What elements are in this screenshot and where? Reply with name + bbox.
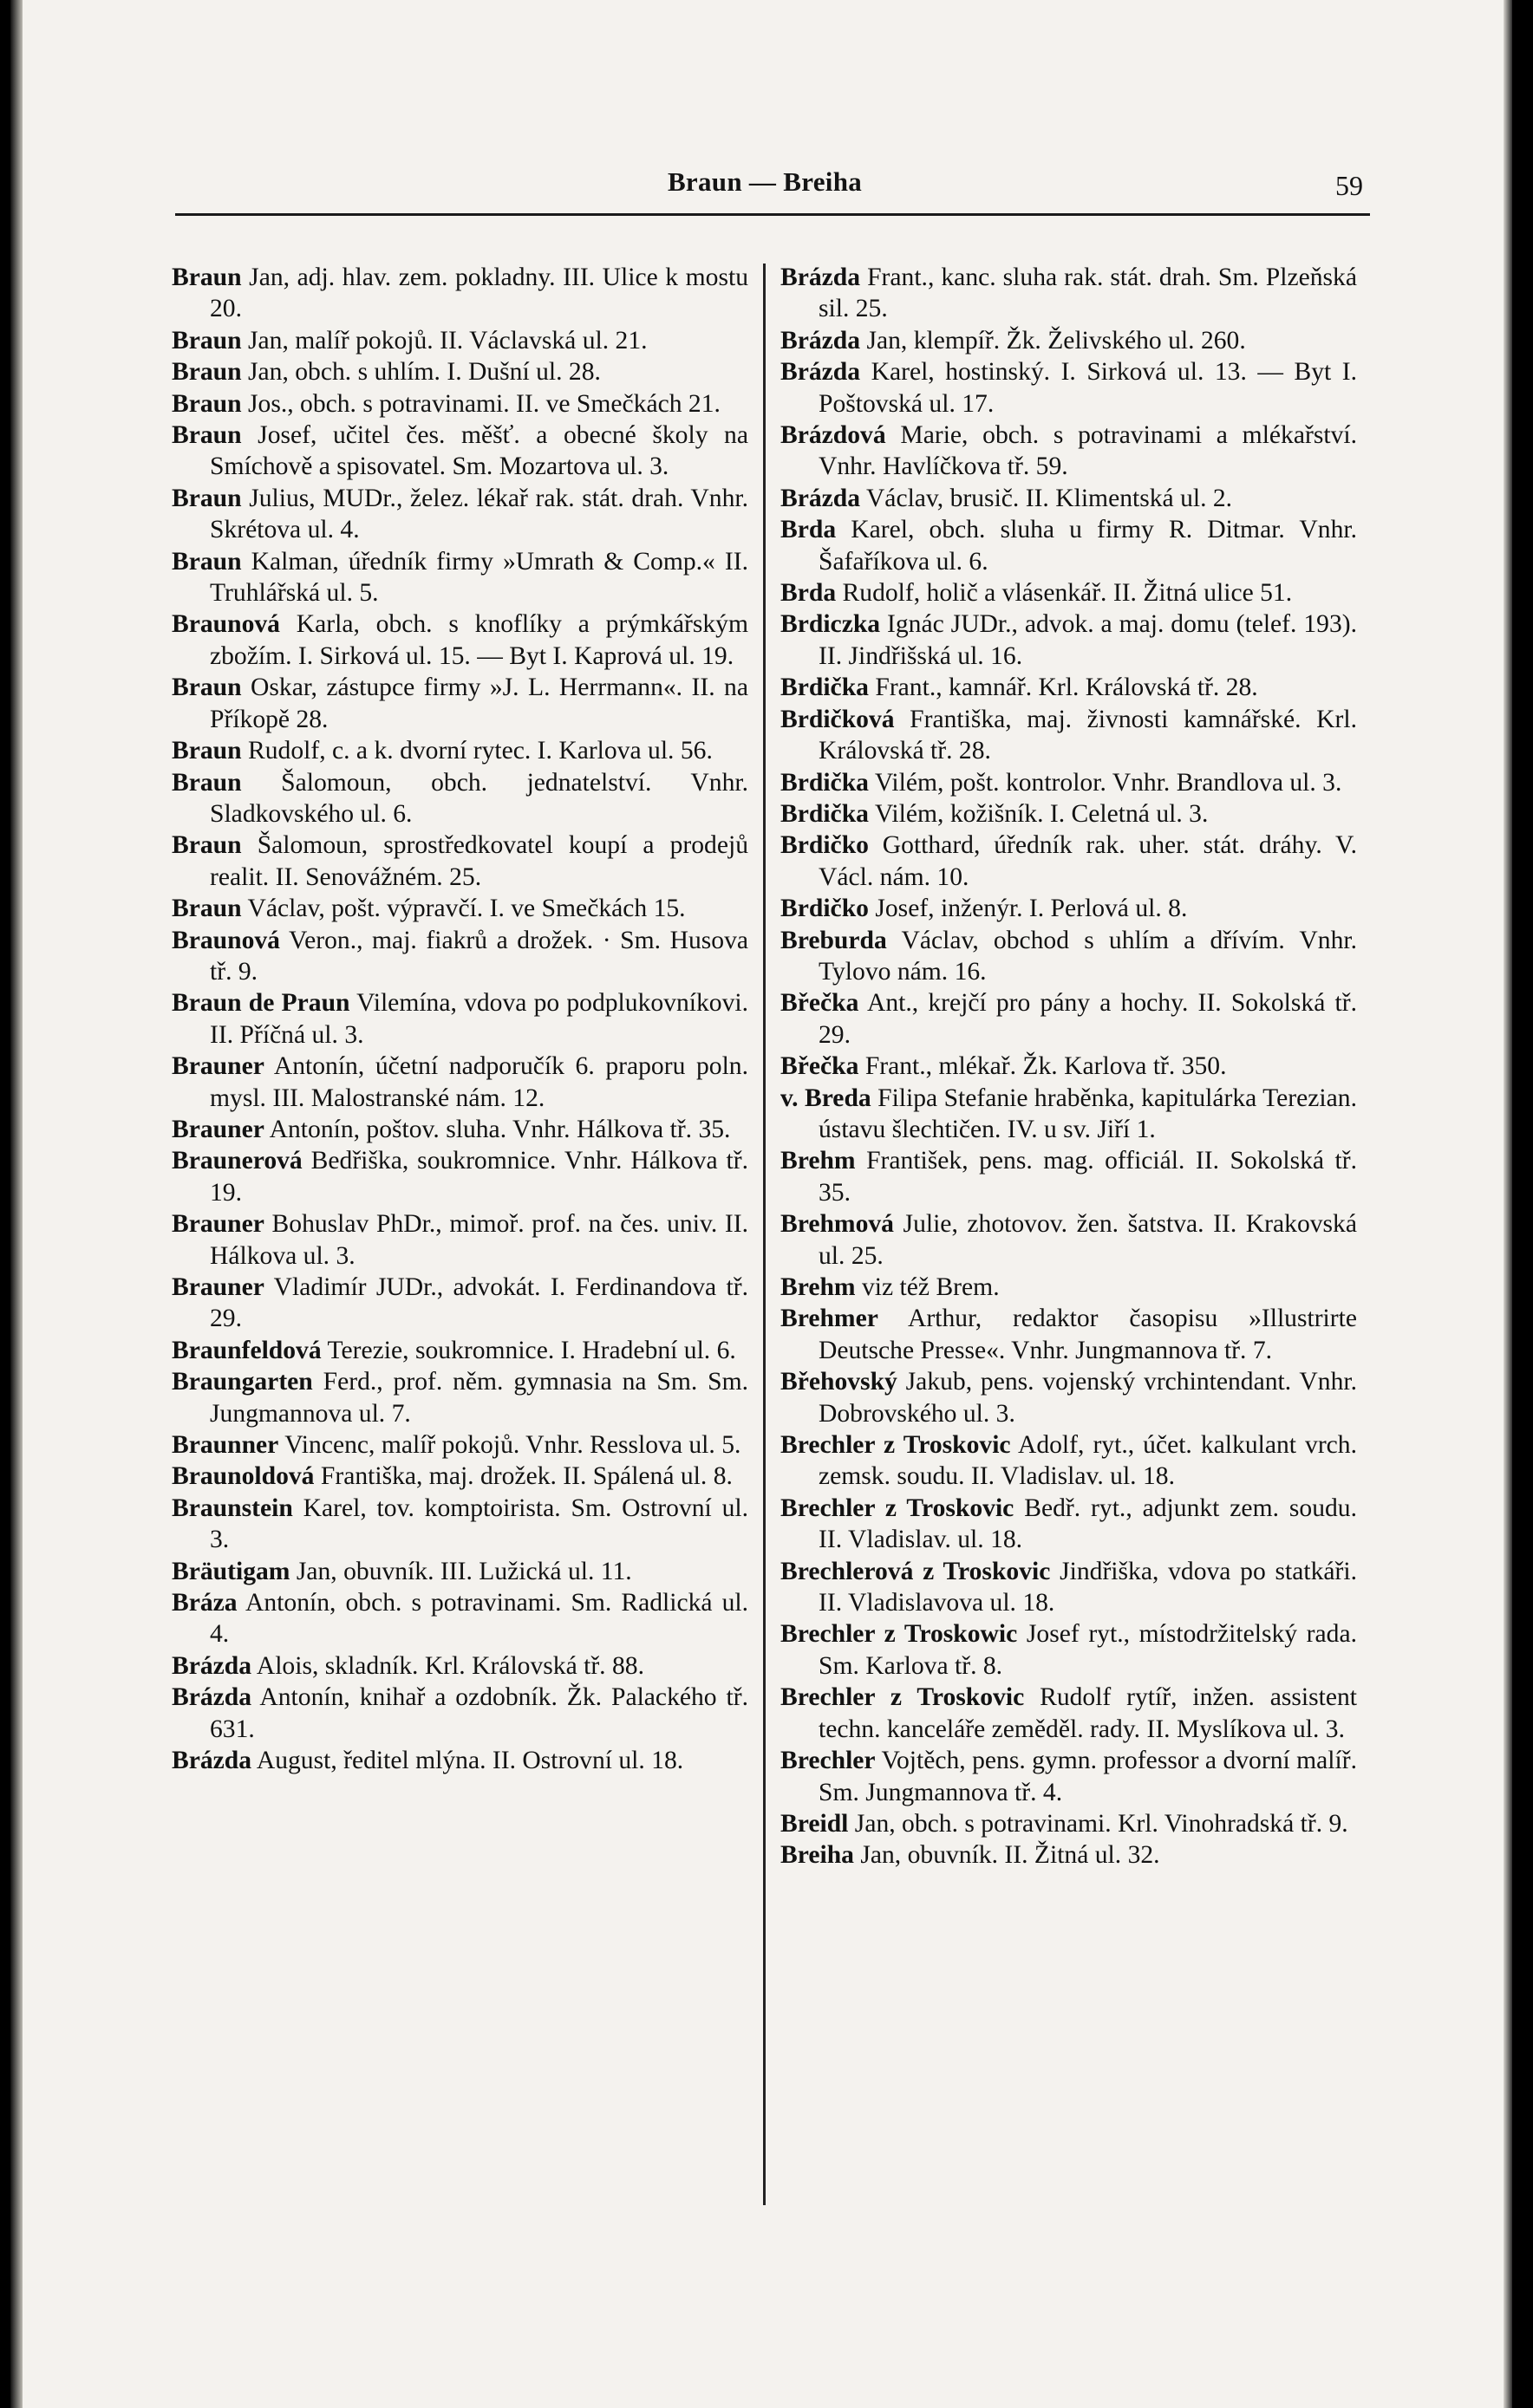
- page-header: [166, 163, 1363, 212]
- entry-details: August, ředitel mlýna. II. Ostrovní ul. 18.: [256, 1747, 684, 1775]
- entry-details: Jan, obuvník. II. Žitná ul. 32.: [860, 1841, 1160, 1870]
- entry-surname: Braun: [172, 358, 242, 387]
- entry-surname: Braun: [172, 737, 242, 765]
- entry-surname: Braunová: [172, 926, 280, 954]
- entry-details: Jan, klempíř. Žk. Želivského ul. 260.: [866, 326, 1246, 355]
- entry-details: Šalomoun, sprostředkovatel koupí a prodejů realit. II. Senovážném. 25.: [210, 831, 748, 891]
- entry-details: Filipa Stefanie hraběnka, kapitulárka Terezian. ústavu šlechtičen. IV. u sv. Jiří 1.: [819, 1084, 1357, 1143]
- entry-surname: Břehovský: [780, 1368, 897, 1396]
- directory-entry: [172, 483, 748, 546]
- directory-entry: [780, 1208, 1357, 1272]
- entry-surname: Bräutigam: [172, 1557, 290, 1585]
- entry-details: Rudolf, c. a k. dvorní rytec. I. Karlova ul. 56.: [248, 737, 713, 765]
- directory-entry: [780, 704, 1357, 767]
- entry-surname: Braun: [172, 389, 242, 418]
- entry-surname: Braun: [172, 484, 242, 512]
- directory-entry: [780, 987, 1357, 1051]
- entry-details: Jan, obuvník. III. Lužická ul. 11.: [296, 1557, 632, 1585]
- directory-entry: [780, 1808, 1357, 1839]
- entry-surname: Brehmer: [780, 1305, 878, 1333]
- directory-entry: [780, 1493, 1357, 1556]
- entry-surname: Brdička: [780, 674, 869, 702]
- entry-surname: Brda: [780, 516, 837, 544]
- directory-entry: [780, 1556, 1357, 1619]
- entry-surname: Brehmová: [780, 1210, 894, 1239]
- entry-details: Vilém, pošt. kontrolor. Vnhr. Brandlova ul. 3.: [874, 768, 1342, 797]
- directory-entry: [780, 893, 1357, 924]
- entry-details: Vladimír JUDr., advokát. I. Ferdinandova tř. 29.: [210, 1273, 748, 1333]
- entry-details: Antonín, knihař a ozdobník. Žk. Palackého tř. 631.: [210, 1683, 749, 1743]
- entry-details: Jan, obch. s potravinami. Krl. Vinohradská tř. 9.: [854, 1809, 1348, 1838]
- entry-surname: Braunoldová: [172, 1462, 315, 1491]
- entry-details: Arthur, redaktor časopisu »Illustrirte Deutsche Presse«. Vnhr. Jungmannova tř. 7.: [819, 1305, 1357, 1364]
- entry-surname: Brdička: [780, 768, 869, 797]
- directory-entry: [172, 1429, 748, 1461]
- directory-page: [10, 0, 1512, 2408]
- entry-surname: Braun: [172, 831, 242, 860]
- directory-entry: [172, 1493, 748, 1556]
- entry-details: Frant., mlékař. Žk. Karlova tř. 350.: [864, 1052, 1227, 1081]
- header-rule: [175, 213, 1370, 216]
- directory-entry: [780, 1051, 1357, 1082]
- directory-entry: [780, 609, 1357, 672]
- directory-entry: [172, 1272, 748, 1335]
- directory-entry: [780, 483, 1357, 514]
- entry-surname: Breiha: [780, 1841, 854, 1870]
- entry-details: Terezie, soukromnice. I. Hradební ul. 6.: [327, 1336, 736, 1364]
- entry-surname: Brázda: [780, 484, 861, 512]
- entry-surname: Braun: [172, 674, 242, 702]
- entry-details: Jan, malíř pokojů. II. Václavská ul. 21.: [248, 326, 648, 355]
- entry-details: Josef ryt., místodržitelský rada. Sm. Karlova tř. 8.: [819, 1620, 1357, 1680]
- directory-entry: [172, 1145, 748, 1208]
- entry-details: Bedřiška, soukromnice. Vnhr. Hálkova tř. 19.: [210, 1147, 748, 1207]
- directory-entry: [172, 1208, 748, 1272]
- entry-details: Karla, obch. s knoflíky a prýmkářským zbožím. I. Sirková ul. 15. — Byt I. Kaprová ul. 19.: [210, 610, 748, 670]
- directory-entry: [172, 1461, 748, 1492]
- directory-entry: [780, 325, 1357, 356]
- entry-surname: Braun: [172, 895, 242, 923]
- entry-details: Ant., krejčí pro pány a hochy. II. Sokolská tř. 29.: [819, 989, 1357, 1049]
- entry-surname: Brechler: [780, 1747, 876, 1775]
- entry-details: Vilém, kožišník. I. Celetná ul. 3.: [874, 799, 1209, 828]
- page-edge-shadow-right: [1504, 0, 1512, 2408]
- directory-entry: [172, 325, 748, 356]
- entry-surname: Braunerová: [172, 1147, 303, 1175]
- page-number: 59: [1335, 170, 1363, 201]
- directory-entry: [780, 1429, 1357, 1493]
- entry-surname: Braungarten: [172, 1368, 313, 1396]
- entry-surname: Brdičková: [780, 705, 895, 733]
- entry-details: Julius, MUDr., želez. lékař rak. stát. drah. Vnhr. Skrétova ul. 4.: [210, 484, 748, 544]
- entry-details: Karel, tov. komptoirista. Sm. Ostrovní ul. 3.: [210, 1494, 748, 1554]
- directory-entry: [172, 420, 748, 483]
- directory-entry: [780, 925, 1357, 988]
- directory-entry: [172, 1650, 748, 1682]
- directory-entry: [172, 893, 748, 924]
- directory-entry: [172, 1556, 748, 1587]
- running-head: Braun — Breiha: [667, 166, 863, 197]
- left-column: [172, 262, 748, 1777]
- directory-entry: [780, 514, 1357, 577]
- directory-entry: [780, 1303, 1357, 1366]
- entry-surname: Brehm: [780, 1273, 856, 1301]
- entry-details: Vojtěch, pens. gymn. professor a dvorní malíř. Sm. Jungmannova tř. 4.: [819, 1747, 1357, 1806]
- entry-surname: Břečka: [780, 989, 859, 1018]
- entry-surname: Brázda: [780, 326, 861, 355]
- entry-details: Ferd., prof. něm. gymnasia na Sm. Sm. Jungmannova ul. 7.: [210, 1368, 749, 1428]
- entry-surname: Břečka: [780, 1052, 859, 1081]
- entry-details: Rudolf, holič a vlásenkář. II. Žitná ulice 51.: [842, 579, 1293, 608]
- directory-entry: [172, 830, 748, 893]
- entry-details: Antonín, účetní nadporučík 6. praporu poln. mysl. III. Malostranské nám. 12.: [210, 1052, 748, 1112]
- directory-entry: [172, 356, 748, 387]
- entry-details: Kalman, úředník firmy »Umrath & Comp.« II. Truhlářská ul. 5.: [210, 547, 748, 608]
- entry-details: Rudolf rytíř, inžen. assistent techn. kanceláře zeměděl. rady. II. Myslíkova ul. 3.: [819, 1683, 1357, 1743]
- entry-details: Václav, obchod s uhlím a dřívím. Vnhr. Tylovo nám. 16.: [819, 926, 1357, 986]
- directory-entry: [780, 420, 1357, 483]
- directory-entry: [780, 1618, 1357, 1682]
- entry-surname: Braun: [172, 326, 242, 355]
- entry-surname: Brechler z Troskowic: [780, 1620, 1018, 1649]
- directory-entry: [172, 1745, 748, 1776]
- directory-entry: [172, 767, 748, 830]
- directory-entry: [780, 1745, 1357, 1808]
- entry-details: Marie, obch. s potravinami a mlékařství. Vnhr. Havlíčkova tř. 59.: [819, 421, 1357, 481]
- entry-details: Jakub, pens. vojenský vrchintendant. Vnhr. Dobrovského ul. 3.: [819, 1368, 1357, 1428]
- entry-details: viz též Brem.: [862, 1273, 1000, 1301]
- entry-surname: Braun: [172, 547, 242, 576]
- entry-details: Františka, maj. živnosti kamnářské. Krl. Královská tř. 28.: [819, 705, 1358, 765]
- entry-surname: Brechler z Troskovic: [780, 1683, 1025, 1712]
- entry-surname: Bráza: [172, 1589, 238, 1617]
- directory-entry: [172, 672, 748, 735]
- directory-entry: [780, 798, 1357, 830]
- entry-details: Jos., obch. s potravinami. II. ve Smečkách 21.: [248, 389, 721, 418]
- directory-entry: [780, 262, 1357, 325]
- entry-details: Šalomoun, obch. jednatelství. Vnhr. Sladkovského ul. 6.: [210, 768, 748, 828]
- entry-details: Jan, obch. s uhlím. I. Dušní ul. 28.: [248, 358, 601, 387]
- entry-details: Julie, zhotovov. žen. šatstva. II. Krakovská ul. 25.: [819, 1210, 1357, 1270]
- entry-surname: Braunstein: [172, 1494, 293, 1522]
- directory-entry: [172, 1335, 748, 1366]
- entry-surname: Brechler z Troskovic: [780, 1431, 1011, 1460]
- entry-surname: Brázda: [172, 1651, 252, 1680]
- directory-entry: [780, 1083, 1357, 1146]
- directory-entry: [172, 609, 748, 672]
- entry-surname: Brázdová: [780, 421, 886, 450]
- directory-entry: [780, 1682, 1357, 1745]
- entry-details: Jan, adj. hlav. zem. pokladny. III. Ulice k mostu 20.: [210, 264, 749, 323]
- directory-entry: [172, 925, 748, 988]
- entry-surname: Brázda: [172, 1683, 252, 1712]
- directory-entry: [172, 262, 748, 325]
- entry-details: Adolf, ryt., účet. kalkulant vrch. zemsk. soudu. II. Vladislav. ul. 18.: [819, 1431, 1358, 1491]
- directory-entry: [172, 1682, 748, 1745]
- entry-surname: Braun: [172, 421, 242, 450]
- entry-details: Antonín, poštov. sluha. Vnhr. Hálkova tř. 35.: [269, 1115, 731, 1143]
- directory-entry: [780, 672, 1357, 703]
- entry-details: Frant., kamnář. Krl. Královská tř. 28.: [875, 674, 1258, 702]
- entry-details: Karel, hostinský. I. Sirková ul. 13. — Byt I. Poštovská ul. 17.: [819, 358, 1357, 418]
- directory-entry: [172, 987, 748, 1051]
- entry-details: František, pens. mag. officiál. II. Sokolská tř. 35.: [819, 1147, 1357, 1207]
- directory-entry: [172, 735, 748, 766]
- entry-surname: Brdiczka: [780, 610, 881, 639]
- entry-details: Václav, pošt. výpravčí. I. ve Smečkách 15.: [247, 895, 686, 923]
- entry-surname: Braun: [172, 768, 242, 797]
- directory-entry: [780, 577, 1357, 609]
- directory-entry: [780, 1272, 1357, 1303]
- entry-details: Bohuslav PhDr., mimoř. prof. na čes. univ. II. Hálkova ul. 3.: [210, 1210, 748, 1270]
- entry-details: Karel, obch. sluha u firmy R. Ditmar. Vnhr. Šafaříkova ul. 6.: [819, 516, 1358, 576]
- entry-surname: Brdička: [780, 799, 869, 828]
- entry-surname: Brázda: [780, 358, 861, 387]
- entry-surname: Brechler z Troskovic: [780, 1494, 1014, 1522]
- entry-details: Gotthard, úředník rak. uher. stát. dráhy. V. Václ. nám. 10.: [819, 831, 1357, 891]
- directory-entry: [172, 388, 748, 420]
- entry-details: Antonín, obch. s potravinami. Sm. Radlická ul. 4.: [210, 1589, 749, 1649]
- entry-surname: Braun: [172, 264, 242, 291]
- entry-details: Františka, maj. drožek. II. Spálená ul. 8.: [320, 1462, 733, 1491]
- entry-surname: v. Breda: [780, 1084, 871, 1112]
- entry-surname: Brda: [780, 579, 837, 608]
- entry-details: Veron., maj. fiakrů a drožek. · Sm. Husova tř. 9.: [210, 926, 748, 986]
- directory-entry: [780, 1366, 1357, 1429]
- directory-entry: [172, 1366, 748, 1429]
- entry-details: Vilemína, vdova po podplukovníkovi. II. Příčná ul. 3.: [210, 989, 748, 1049]
- entry-details: Alois, skladník. Krl. Královská tř. 88.: [256, 1651, 644, 1680]
- entry-details: Oskar, zástupce firmy »J. L. Herrmann«. II. na Příkopě 28.: [210, 674, 748, 733]
- entry-surname: Braunner: [172, 1431, 279, 1460]
- directory-entry: [780, 356, 1357, 420]
- entry-surname: Brauner: [172, 1210, 264, 1239]
- entry-surname: Breidl: [780, 1809, 849, 1838]
- page-edge-shadow-left: [10, 0, 23, 2408]
- entry-surname: Brauner: [172, 1052, 264, 1081]
- entry-details: Frant., kanc. sluha rak. stát. drah. Sm. Plzeňská sil. 25.: [819, 264, 1357, 323]
- entry-surname: Braunfeldová: [172, 1336, 322, 1364]
- entry-details: Josef, inženýr. I. Perlová ul. 8.: [875, 895, 1188, 923]
- directory-entry: [172, 546, 748, 609]
- entry-surname: Brechlerová z Troskovic: [780, 1557, 1051, 1585]
- entry-surname: Braunová: [172, 610, 280, 639]
- entry-details: Josef, učitel čes. měšť. a obecné školy na Smíchově a spisovatel. Sm. Mozartova ul. 3.: [210, 421, 748, 481]
- entry-surname: Breburda: [780, 926, 887, 954]
- directory-entry: [172, 1587, 748, 1650]
- entry-details: Vincenc, malíř pokojů. Vnhr. Resslova ul. 5.: [284, 1431, 741, 1460]
- entry-surname: Brehm: [780, 1147, 856, 1175]
- directory-entry: [172, 1114, 748, 1145]
- entry-details: Ignác JUDr., advok. a maj. domu (telef. 193). II. Jindřišská ul. 16.: [819, 610, 1358, 670]
- column-divider: [763, 264, 766, 2205]
- entry-surname: Brdičko: [780, 895, 869, 923]
- entry-surname: Brázda: [172, 1747, 252, 1775]
- entry-details: Jindřiška, vdova po statkáři. II. Vladislavova ul. 18.: [819, 1557, 1357, 1617]
- directory-entry: [780, 1839, 1357, 1871]
- directory-entry: [780, 1145, 1357, 1208]
- entry-surname: Brauner: [172, 1115, 264, 1143]
- entry-details: Bedř. ryt., adjunkt zem. soudu. II. Vladislav. ul. 18.: [819, 1494, 1357, 1554]
- right-column: [780, 262, 1357, 1871]
- entry-details: Václav, brusič. II. Klimentská ul. 2.: [865, 484, 1233, 512]
- entry-surname: Brauner: [172, 1273, 264, 1301]
- directory-entry: [172, 1051, 748, 1114]
- directory-entry: [780, 830, 1357, 893]
- entry-surname: Brdičko: [780, 831, 869, 860]
- entry-surname: Brázda: [780, 264, 861, 291]
- directory-entry: [780, 767, 1357, 798]
- entry-surname: Braun de Praun: [172, 989, 350, 1018]
